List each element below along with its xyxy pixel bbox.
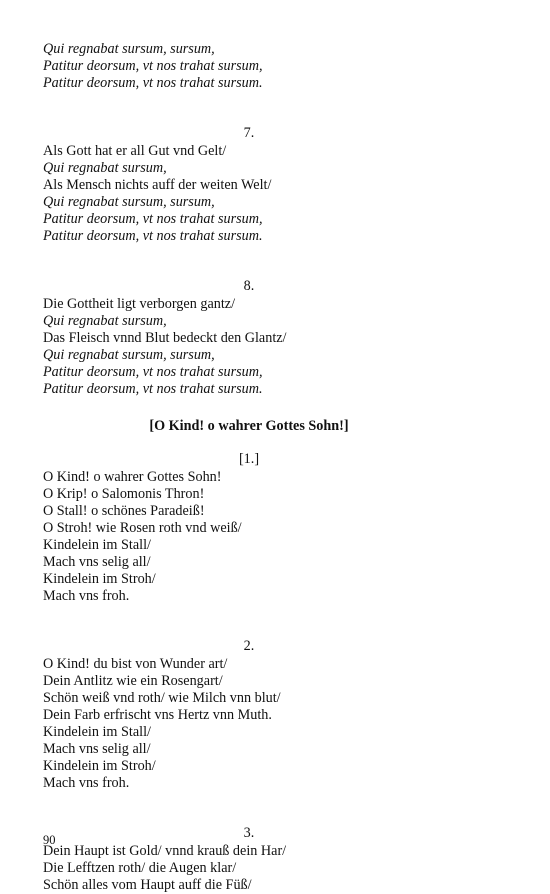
verse-line: Mach vns froh. bbox=[43, 588, 130, 604]
stanza-number: 3. bbox=[243, 825, 255, 841]
section-gap bbox=[43, 435, 455, 451]
stanza-number: [1.] bbox=[238, 451, 260, 467]
verse-line: Qui regnabat sursum, sursum, bbox=[43, 347, 215, 363]
verse-line: Qui regnabat sursum, sursum, bbox=[43, 41, 215, 57]
verse-line: Schön alles vom Haupt auff die Füß/ bbox=[43, 877, 252, 893]
verse-line: Das Fleisch vnnd Blut bedeckt den Glantz/ bbox=[43, 330, 287, 346]
verse-line: Dein Haupt ist Gold/ vnnd krauß dein Har/ bbox=[43, 843, 287, 859]
stanza-gap bbox=[43, 792, 455, 825]
verse-line: Die Gottheit ligt verborgen gantz/ bbox=[43, 296, 236, 312]
stanza-gap bbox=[43, 245, 455, 278]
verse-line: Dein Farb erfrischt vns Hertz vnn Muth. bbox=[43, 707, 272, 723]
verse-line: Schön weiß vnd roth/ wie Milch vnn blut/ bbox=[43, 690, 281, 706]
verse-line: Dein Antlitz wie ein Rosengart/ bbox=[43, 673, 223, 689]
page-text bbox=[43, 41, 455, 894]
verse-line: Mach vns selig all/ bbox=[43, 741, 151, 757]
verse-line: Patitur deorsum, vt nos trahat sursum. bbox=[43, 75, 263, 91]
verse-line: Mach vns froh. bbox=[43, 775, 130, 791]
section-gap bbox=[43, 398, 455, 418]
verse-line: Patitur deorsum, vt nos trahat sursum, bbox=[43, 58, 263, 74]
verse-line: Kindelein im Stall/ bbox=[43, 537, 151, 553]
verse-line: O Krip! o Salomonis Thron! bbox=[43, 486, 205, 502]
verse-line: Kindelein im Stall/ bbox=[43, 724, 151, 740]
verse-line: Kindelein im Stroh/ bbox=[43, 571, 156, 587]
verse-line: Die Lefftzen roth/ die Augen klar/ bbox=[43, 860, 237, 876]
verse-line: Als Mensch nichts auff der weiten Welt/ bbox=[43, 177, 272, 193]
stanza-intro bbox=[43, 41, 455, 92]
stanza-7 bbox=[43, 125, 455, 245]
song-stanza-1 bbox=[43, 451, 455, 605]
song-stanza-3 bbox=[43, 825, 455, 894]
verse-line: Patitur deorsum, vt nos trahat sursum. bbox=[43, 228, 263, 244]
verse-line: O Stroh! wie Rosen roth vnd weiß/ bbox=[43, 520, 242, 536]
verse-line: O Kind! du bist von Wunder art/ bbox=[43, 656, 228, 672]
verse-line: Mach vns selig all/ bbox=[43, 554, 151, 570]
verse-line: Qui regnabat sursum, bbox=[43, 160, 167, 176]
verse-line: Patitur deorsum, vt nos trahat sursum. bbox=[43, 381, 263, 397]
verse-line: O Kind! o wahrer Gottes Sohn! bbox=[43, 469, 222, 485]
song-title: [O Kind! o wahrer Gottes Sohn!] bbox=[149, 418, 349, 434]
verse-line: O Stall! o schönes Paradeiß! bbox=[43, 503, 205, 519]
stanza-number: 8. bbox=[243, 278, 255, 294]
verse-line: Kindelein im Stroh/ bbox=[43, 758, 156, 774]
stanza-number: 7. bbox=[243, 125, 255, 141]
stanza-8 bbox=[43, 278, 455, 398]
stanza-gap bbox=[43, 92, 455, 125]
stanza-number: 2. bbox=[243, 638, 255, 654]
verse-line: Qui regnabat sursum, sursum, bbox=[43, 194, 215, 210]
verse-line: Als Gott hat er all Gut vnd Gelt/ bbox=[43, 143, 227, 159]
stanza-gap bbox=[43, 605, 455, 638]
verse-line: Patitur deorsum, vt nos trahat sursum, bbox=[43, 211, 263, 227]
verse-line: Patitur deorsum, vt nos trahat sursum, bbox=[43, 364, 263, 380]
song-stanza-2 bbox=[43, 638, 455, 792]
verse-line: Qui regnabat sursum, bbox=[43, 313, 167, 329]
page-number: 90 bbox=[43, 833, 56, 847]
